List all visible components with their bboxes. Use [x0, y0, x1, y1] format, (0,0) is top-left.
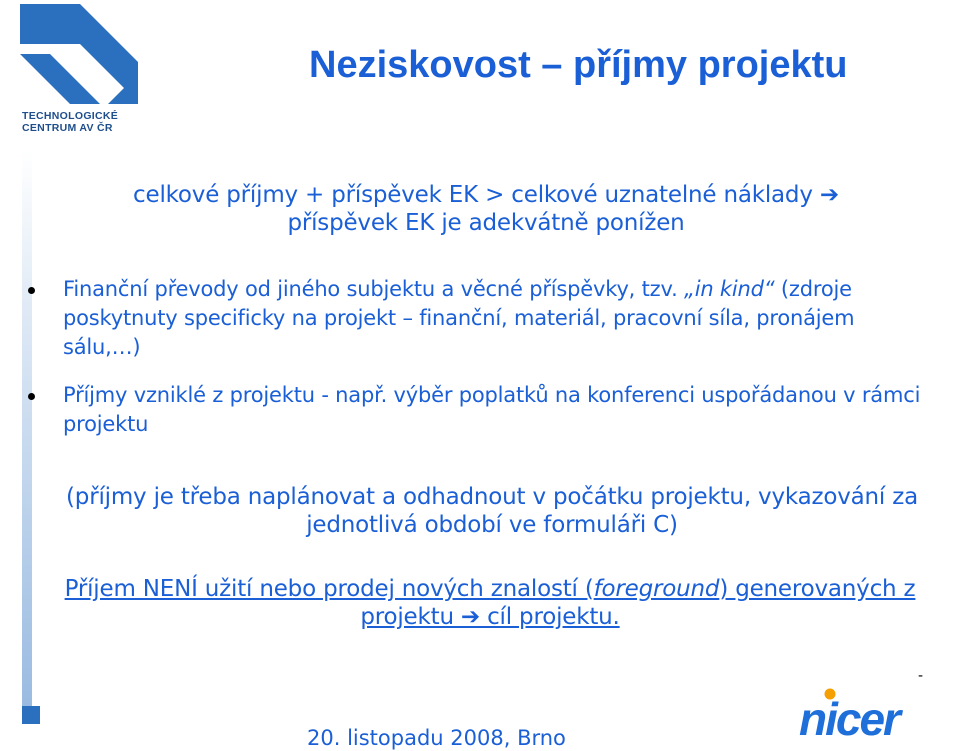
- link-text: Příjem NENÍ užití nebo prodej nových znalostí (: [64, 576, 594, 602]
- nicer-wordmark: nicer: [799, 693, 899, 745]
- logo-line1: TECHNOLOGICKÉ: [22, 110, 119, 122]
- bullet-item: [26, 381, 926, 439]
- footer-date: 20. listopadu 2008, Brno: [307, 726, 566, 750]
- nicer-logo: [785, 685, 913, 745]
- intro-line1-wrap: [26, 181, 946, 209]
- arrow-icon: ➔: [819, 182, 839, 208]
- intro-statement: [26, 181, 946, 237]
- link-text-rest: ) generovaných z projektu ➔ cíl projektu.: [360, 576, 916, 630]
- bullet-text: Finanční převody od jiného subjektu a věcné příspěvky, tzv.: [63, 277, 685, 301]
- intro-line1: celkové příjmy + příspěvek EK > celkové uznatelné náklady: [133, 182, 813, 208]
- bullet-italic: „in kind“: [684, 277, 775, 301]
- decorative-square: [22, 706, 40, 724]
- note-text: (příjmy je třeba naplánovat a odhadnout v počátku projektu, vykazování za jednotlivá období ve formuláři C): [66, 484, 918, 538]
- intro-line2: příspěvek EK je adekvátně ponížen: [287, 210, 685, 236]
- bullet-text: Příjmy vzniklé z projektu - např. výběr poplatků na konferenci uspořádanou v rámci projektu: [63, 383, 921, 436]
- slide-title: Neziskovost – příjmy projektu: [309, 44, 848, 86]
- corner-dash: -: [918, 668, 924, 684]
- foreground-note-link[interactable]: [60, 575, 920, 631]
- bullet-item: [26, 275, 926, 362]
- logo-line2: CENTRUM AV ČR: [22, 122, 113, 134]
- link-italic: foreground: [593, 576, 720, 602]
- bullet-text-rest: (zdroje poskytnuty specificky na projekt – finanční, materiál, pracovní síla, pronájem sálu,…): [63, 277, 855, 359]
- logo-shape-bottom: [20, 54, 100, 104]
- bullet-list: [26, 275, 926, 458]
- logo-wordmark: [22, 110, 147, 134]
